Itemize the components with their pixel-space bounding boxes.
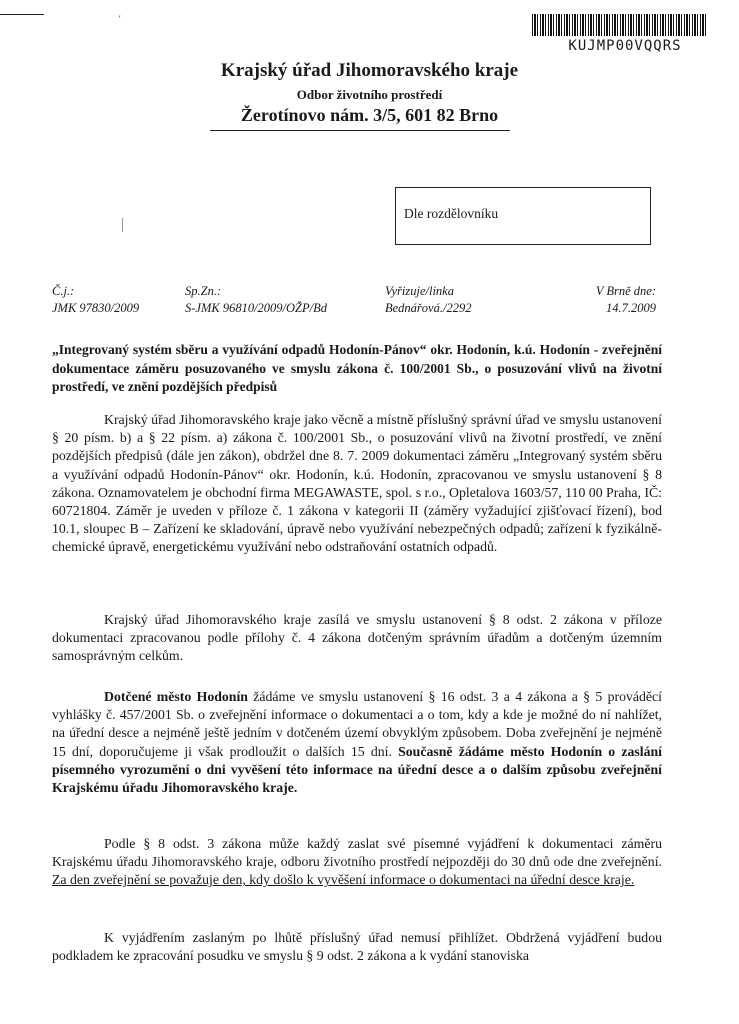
paragraph-4 [52, 835, 662, 890]
ref-label: V Brně dne: [595, 284, 656, 298]
paragraph-4-text: Podle § 8 odst. 3 zákona může každý zaslat své písemné vyjádření k dokumentaci záměru Krajskému úřadu Jihomoravského kraje, odboru životního prostředí nejpozději do 30 dnů ode dne zveřejnění. [52, 836, 662, 870]
ref-file-number [185, 283, 327, 317]
punch-mark [122, 218, 123, 232]
ref-value: Bednářová./2292 [385, 301, 472, 315]
office-address: Žerotínovo nám. 3/5, 601 82 Brno [240, 105, 499, 125]
subject-heading: „Integrovaný systém sběru a využívání odpadů Hodonín-Pánov“ okr. Hodonín, k.ú. Hodonín - zveřejnění dokumentace záměru posuzovaného ve smyslu zákona č. 100/2001 Sb., o posuzování vlivů na životní prostředí, ve znění pozdějších předpisů [52, 342, 662, 394]
ref-case-number [52, 283, 139, 317]
ref-handler [385, 283, 471, 317]
city-name-bold: Dotčené město Hodonín [104, 689, 248, 704]
publication-day-note: Za den zveřejnění se považuje den, kdy došlo k vyvěšení informace o dokumentaci na úřední desce kraje. [52, 872, 635, 888]
recipient-text: Dle rozdělovníku [404, 206, 499, 221]
ref-label: Sp.Zn.: [185, 284, 222, 298]
barcode-text: KUJMP00VQQRS [568, 38, 682, 54]
ref-label: Č.j.: [52, 284, 75, 298]
request-bold: Současně žádáme město Hodonín o zaslání písemného vyrozumění o dni vyvěšení této informace na úřední desce a o dalším způsobu zveřejnění Krajskému úřadu Jihomoravského kraje. [52, 743, 663, 796]
paragraph-1: Krajský úřad Jihomoravského kraje jako věcně a místně příslušný správní úřad ve smyslu ustanovení § 20 písm. b) a § 22 písm. a) zákona č. 100/2001 Sb., o posuzování vlivů na životní prostředí, ve znění pozdějších předpisů (dále jen zákon), obdržel dne 8. 7. 2009 dokumentaci záměru „Integrovaný systém sběru a využívání odpadů Hodonín-Pánov“ okr. Hodonín, k.ú. Hodonín, zpracovanou ve smyslu ustanovení § 8 zákona. Oznamovatelem je obchodní firma MEGAWASTE, spol. s r.o., Opletalova 1603/57, 110 00 Praha, IČ: 60721804. Záměr je uveden v příloze č. 1 zákona v kategorii II (záměry vyžadující zjišťovací řízení), bod 10.1, sloupec B – Zařízení ke skladování, úpravě nebo využívání nebezpečných odpadů; zařízení k fyzikálně-chemické úpravě, energetickému využívání nebo odstraňování ostatních odpadů. [52, 412, 662, 555]
top-margin-line [0, 14, 44, 15]
ref-label: Vyřizuje/linka [385, 284, 454, 298]
barcode [532, 14, 708, 36]
ref-date [586, 283, 656, 317]
paragraph-2: Krajský úřad Jihomoravského kraje zasílá ve smyslu ustanovení § 8 odst. 2 zákona v příloze dokumentaci zpracovanou podle přílohy č. 4 zákona dotčeným správním úřadům a dotčeným územním samosprávným celkům. [52, 612, 662, 664]
paragraph-3 [52, 688, 662, 797]
office-title: Krajský úřad Jihomoravského kraje [220, 60, 519, 81]
paragraph-3-text: žádáme ve smyslu ustanovení § 16 odst. 3 a 4 zákona a § 5 prováděcí vyhlášky č. 457/2001 Sb. o zveřejnění informace o dokumentaci a o tom, kdy a kde je možné do ní nahlížet, na úřední desce a nejméně ještě jedním v dotčeném území obvyklým způsobem. Doba zveřejnění je nejméně 15 dní, doporučujeme ji však prodloužit o dalších 15 dní. [52, 689, 662, 759]
header-underline [210, 130, 510, 131]
ref-value: JMK 97830/2009 [52, 301, 140, 315]
ref-value: S-JMK 96810/2009/OŽP/Bd [185, 301, 328, 315]
department-name: Odbor životního prostředí [296, 87, 443, 102]
ref-value: 14.7.2009 [606, 301, 656, 315]
paragraph-5: K vyjádřením zaslaným po lhůtě příslušný úřad nemusí přihlížet. Obdržená vyjádření budou podkladem ke zpracování posudku ve smyslu § 9 odst. 2 zákona a k vydání stanoviska [52, 930, 662, 964]
recipient-box [395, 187, 651, 245]
scan-mark: ‘ [118, 14, 122, 25]
